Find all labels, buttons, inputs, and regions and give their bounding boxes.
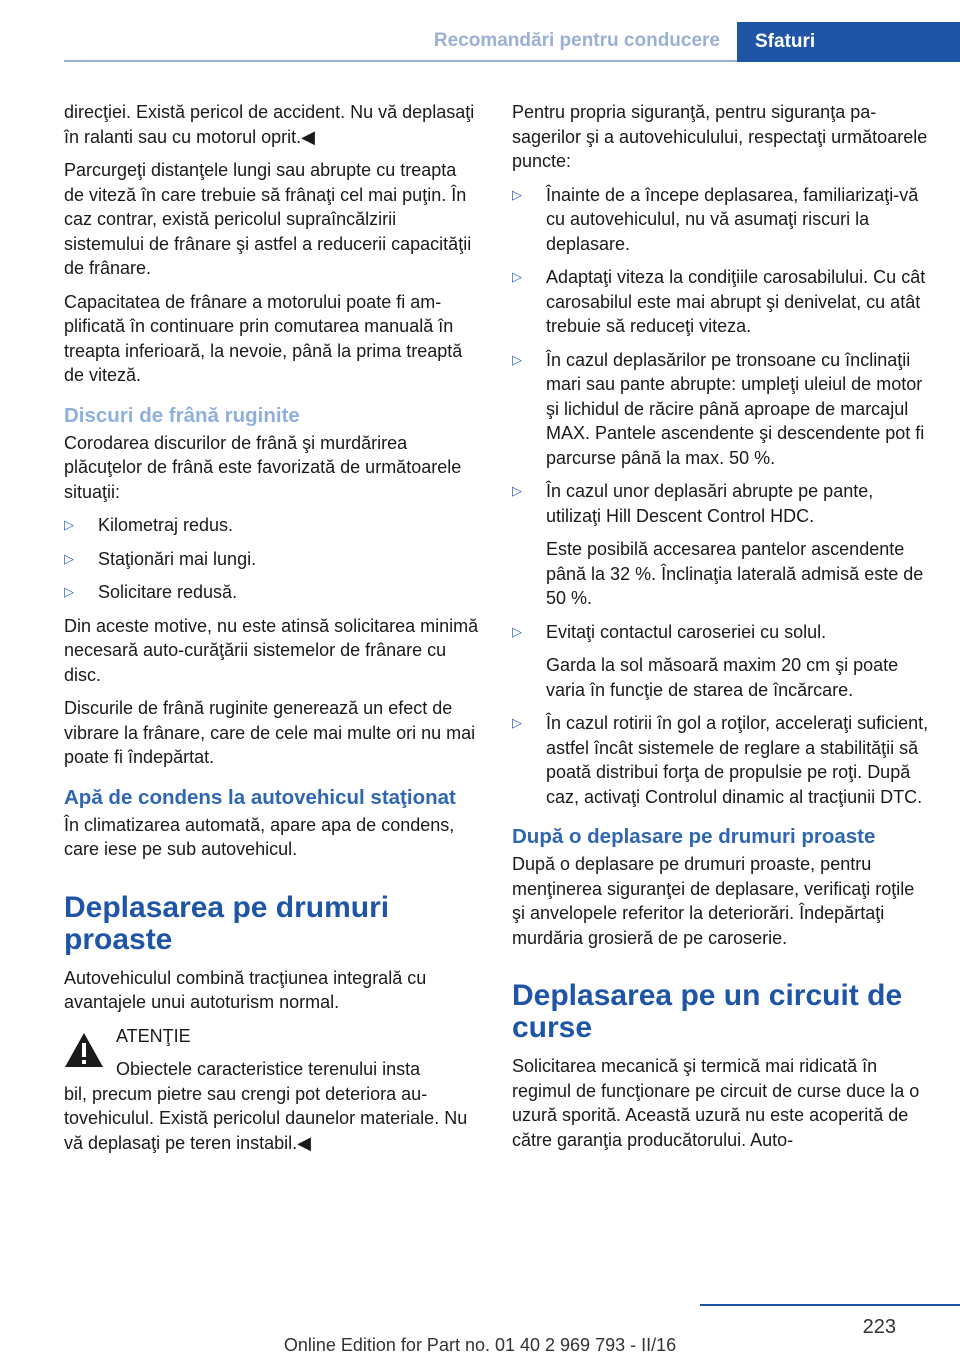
paragraph: În climatizarea automată, apare apa de condens, care iese pe sub autovehicul. [64, 814, 455, 859]
triangle-bullet-icon: ▷ [64, 517, 74, 532]
list-item: ▷ Staţionări mai lungi. [64, 547, 480, 572]
paragraph: Autovehiculul combină tracţiunea integrală cu avantajele unui autoturism normal. [64, 967, 427, 1012]
warning-text-continued: bil, precum pietre sau crengi pot deteriora autovehiculul. Există pericolul daunelor materiale. Nu vă deplasaţi pe teren instabil.◀ [64, 1083, 468, 1153]
triangle-bullet-icon: ▷ [64, 584, 74, 599]
list-item: ▷ Kilometraj redus. [64, 513, 480, 538]
triangle-bullet-icon: ▷ [512, 186, 522, 202]
triangle-bullet-icon: ▷ [512, 623, 522, 639]
safety-points-list [512, 183, 930, 810]
paragraph: Parcurgeţi distanţele lungi sau abrupte cu treapta de viteză în care trebuie să frânaţi cel mai puţin. În caz contrar, există pericolul supraîncălzirii sistemului de frânare şi astfel a reducerii capacităţii de frânare. [64, 160, 472, 278]
heading-race-track: Deplasarea pe un circuit de curse [512, 979, 903, 1044]
page-number: 223 [862, 1316, 896, 1338]
triangle-bullet-icon: ▷ [512, 483, 522, 498]
warning-text: Obiectele caracteristice terenului insta [116, 1059, 421, 1079]
right-column [512, 100, 930, 1161]
paragraph: Discurile de frână ruginite generează un efect de vibrare la frânare, care de cele mai multe ori nu mai poate fi îndepărtat. [64, 698, 476, 767]
list-item: ▷ Adaptaţi viteza la condiţiile carosabilului. Cu cât carosabilul este mai abrupt şi denivelat, cu atât trebuie să reduceţi viteza. [512, 267, 926, 336]
list-item: ▷ În cazul deplasărilor pe tronsoane cu înclinaţii mari sau pante abrupte: umpleţi uleiul de motor şi lichidul de răcire până aproape de marcajul MAX. Pantele ascendente şi descendente pot fi parcurse până la max. 50 %. [512, 349, 925, 468]
triangle-bullet-icon: ▷ [512, 269, 522, 284]
heading-rusty-discs: Discuri de frână ruginite [64, 403, 300, 427]
list-item: ▷ În cazul unor deplasări abrupte pe pante, utilizaţi Hill Descent Control HDC. Este posibilă accesarea pantelor ascendente până la 32 %. Înclinaţia laterală admisă este de 50 %. [512, 479, 930, 611]
paragraph: Capacitatea de frânare a motorului poate fi amplificată în continuare prin comutarea manuală în treapta inferioară, la nevoie, până la prima treaptă de viteză. [64, 291, 463, 385]
paragraph: Corodarea discurilor de frână şi murdărirea plăcuţelor de frână este favorizată de următoarele situaţii: [64, 432, 462, 502]
paragraph: Pentru propria siguranţă, pentru siguranţa pasagerilor şi a autovehiculului, respectaţi următoarele puncte: [512, 102, 928, 171]
warning-title: ATENŢIE [116, 1025, 191, 1046]
list-item-note: Este posibilă accesarea pantelor ascendente până la 32 %. Înclinaţia laterală admisă este de 50 %. [546, 539, 924, 608]
list-item: ▷ Înainte de a începe deplasarea, familiarizaţi-vă cu autovehiculul, nu vă asumaţi riscuri la deplasare. [512, 184, 919, 254]
warning-block [64, 1024, 480, 1156]
paragraph: Din aceste motive, nu este atinsă solicitarea minimă necesară auto-curăţării sistemelor de frânare cu disc. [64, 615, 479, 685]
footer-rule [700, 1304, 960, 1306]
list-item-note: Garda la sol măsoară maxim 20 cm şi poate varia în funcţie de starea de încărcare. [546, 655, 899, 700]
triangle-bullet-icon: ▷ [64, 550, 74, 566]
triangle-bullet-icon: ▷ [512, 351, 522, 367]
left-column [64, 100, 480, 1155]
paragraph: direcţiei. Există pericol de accident. Nu vă deplasaţi în ralanti sau cu motorul oprit.◀ [64, 102, 475, 147]
triangle-bullet-icon: ▷ [512, 715, 522, 730]
heading-condensation: Apă de condens la autovehicul staţionat [64, 785, 456, 809]
heading-after-rough-roads: După o deplasare pe drumuri proaste [512, 825, 876, 848]
list-item: ▷ Solicitare redusă. [64, 580, 480, 605]
paragraph: După o deplasare pe drumuri proaste, pentru menţinerea siguranţei de deplasare, verificaţi roţile şi anvelopele referitor la deteriorări. Îndepărtaţi murdăria grosieră de pe caroserie. [512, 854, 915, 948]
paragraph: Solicitarea mecanică şi termică mai ridicată în regimul de funcţionare pe circuit de curse duce la o uzură sporită. Această uzură nu este acoperită de către garanţia producătorului. Auto- [512, 1056, 920, 1150]
list-item: ▷ Evitaţi contactul caroseriei cu solul. Garda la sol măsoară maxim 20 cm şi poate varia în funcţie de starea de încărcare. [512, 620, 930, 703]
rust-conditions-list [64, 513, 480, 605]
list-item: ▷ În cazul rotirii în gol a roţilor, acceleraţi suficient, astfel încât sistemele de reglare a stabilităţii să poată distribui forţa de propulsie pe roţi. După caz, activaţi Controlul dinamic al tracţiunii DTC. [512, 713, 929, 807]
header-section-title: Recomandări pentru conducere [433, 30, 720, 51]
heading-rough-roads: Deplasarea pe drumuri proaste [64, 890, 390, 956]
warning-triangle-icon [64, 1032, 104, 1068]
edition-line: Online Edition for Part no. 01 40 2 969 793 - II/16 [283, 1335, 677, 1355]
header-chapter-tab: Sfaturi [737, 22, 960, 62]
